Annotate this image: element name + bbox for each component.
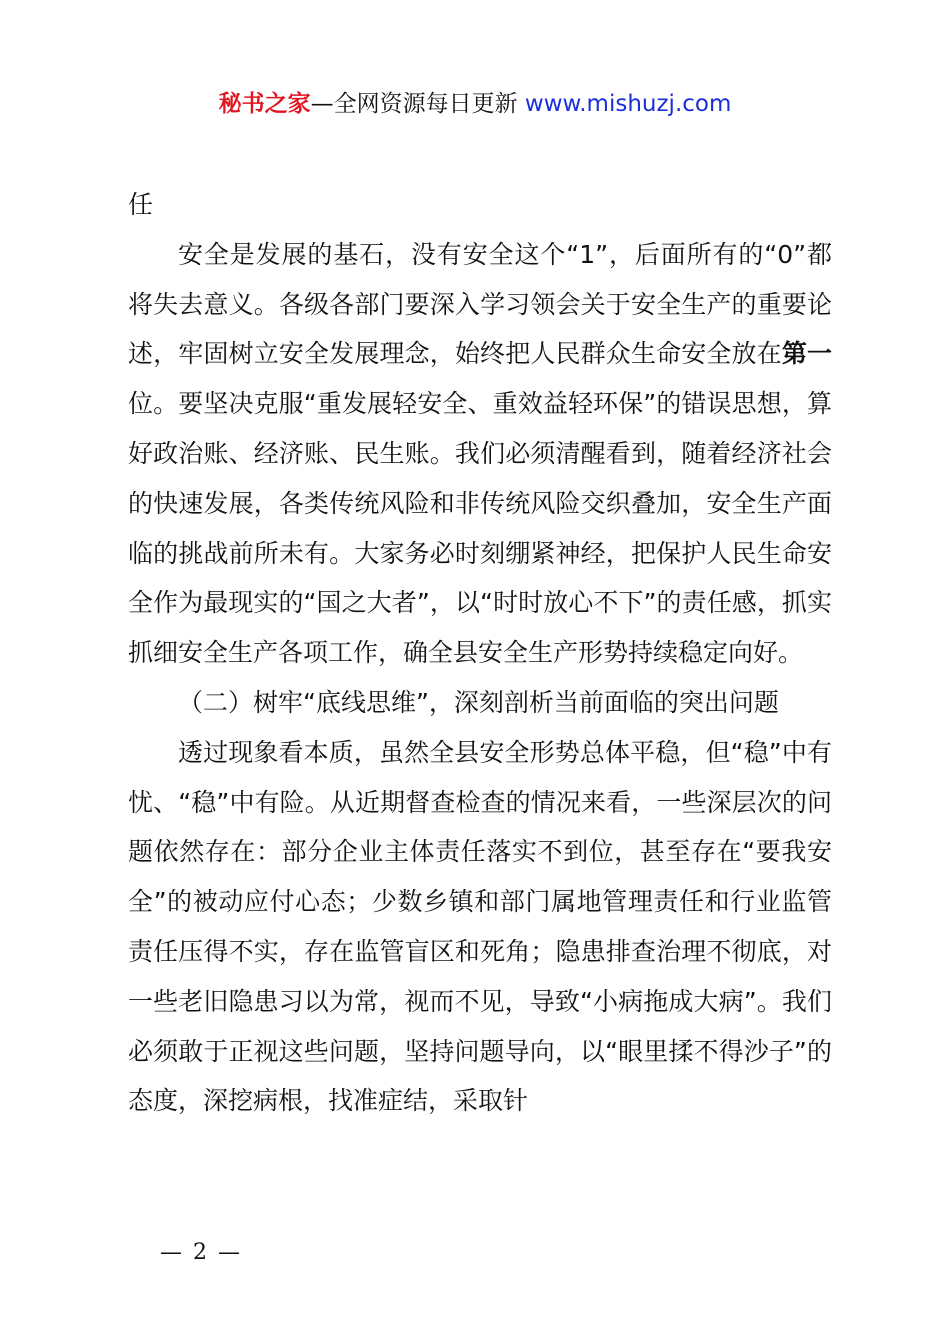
paragraph-safety-foundation bbox=[128, 230, 832, 678]
page-number: — 2 — bbox=[160, 1240, 242, 1265]
paragraph-continuation: 任 bbox=[128, 190, 154, 219]
section-heading-2: （二）树牢“底线思维”，深刻剖析当前面临的突出问题 bbox=[178, 687, 779, 717]
brand-name: 秘书之家 bbox=[218, 91, 311, 117]
site-header bbox=[0, 86, 950, 122]
document-body bbox=[128, 180, 832, 1126]
paragraph-text: 位。要坚决克服“重发展轻安全、重效益轻环保”的错误思想，算好政治账、经济账、民生账。我们必须清醒看到，随着经济社会的快速发展，各类传统风险和非传统风险交织叠加，安全生产面临的挑战前所未有。大家务必时刻绷紧神经，把保护人民生命安全作为最现实的“国之大者”，以“时时放心不下”的责任感，抓实抓细安全生产各项工作，确全县安全生产形势持续稳定向好。 bbox=[128, 389, 832, 668]
site-url-link[interactable]: www.mishuzj.com bbox=[524, 91, 732, 117]
paragraph-problems: 透过现象看本质，虽然全县安全形势总体平稳，但“稳”中有忧、“稳”中有险。从近期督查检查的情况来看，一些深层次的问题依然存在：部分企业主体责任落实不到位，甚至存在“要我安全”的被动应付心态；少数乡镇和部门属地管理责任和行业监管责任压得不实，存在监管盲区和死角；隐患排查治理不彻底，对一些老旧隐患习以为常，视而不见，导致“小病拖成大病”。我们必须敢于正视这些问题，坚持问题导向，以“眼里揉不得沙子”的态度，深挖病根，找准症结，采取针 bbox=[128, 737, 832, 1116]
paragraph-text: 安全是发展的基石，没有安全这个“1”，后面所有的“0”都将失去意义。各级各部门要深入学习领会关于安全生产的重要论述，牢固树立安全发展理念，始终把人民群众生命安全放在 bbox=[128, 239, 832, 369]
bold-text: 第一 bbox=[781, 339, 832, 369]
header-tagline: —全网资源每日更新 bbox=[310, 91, 518, 117]
